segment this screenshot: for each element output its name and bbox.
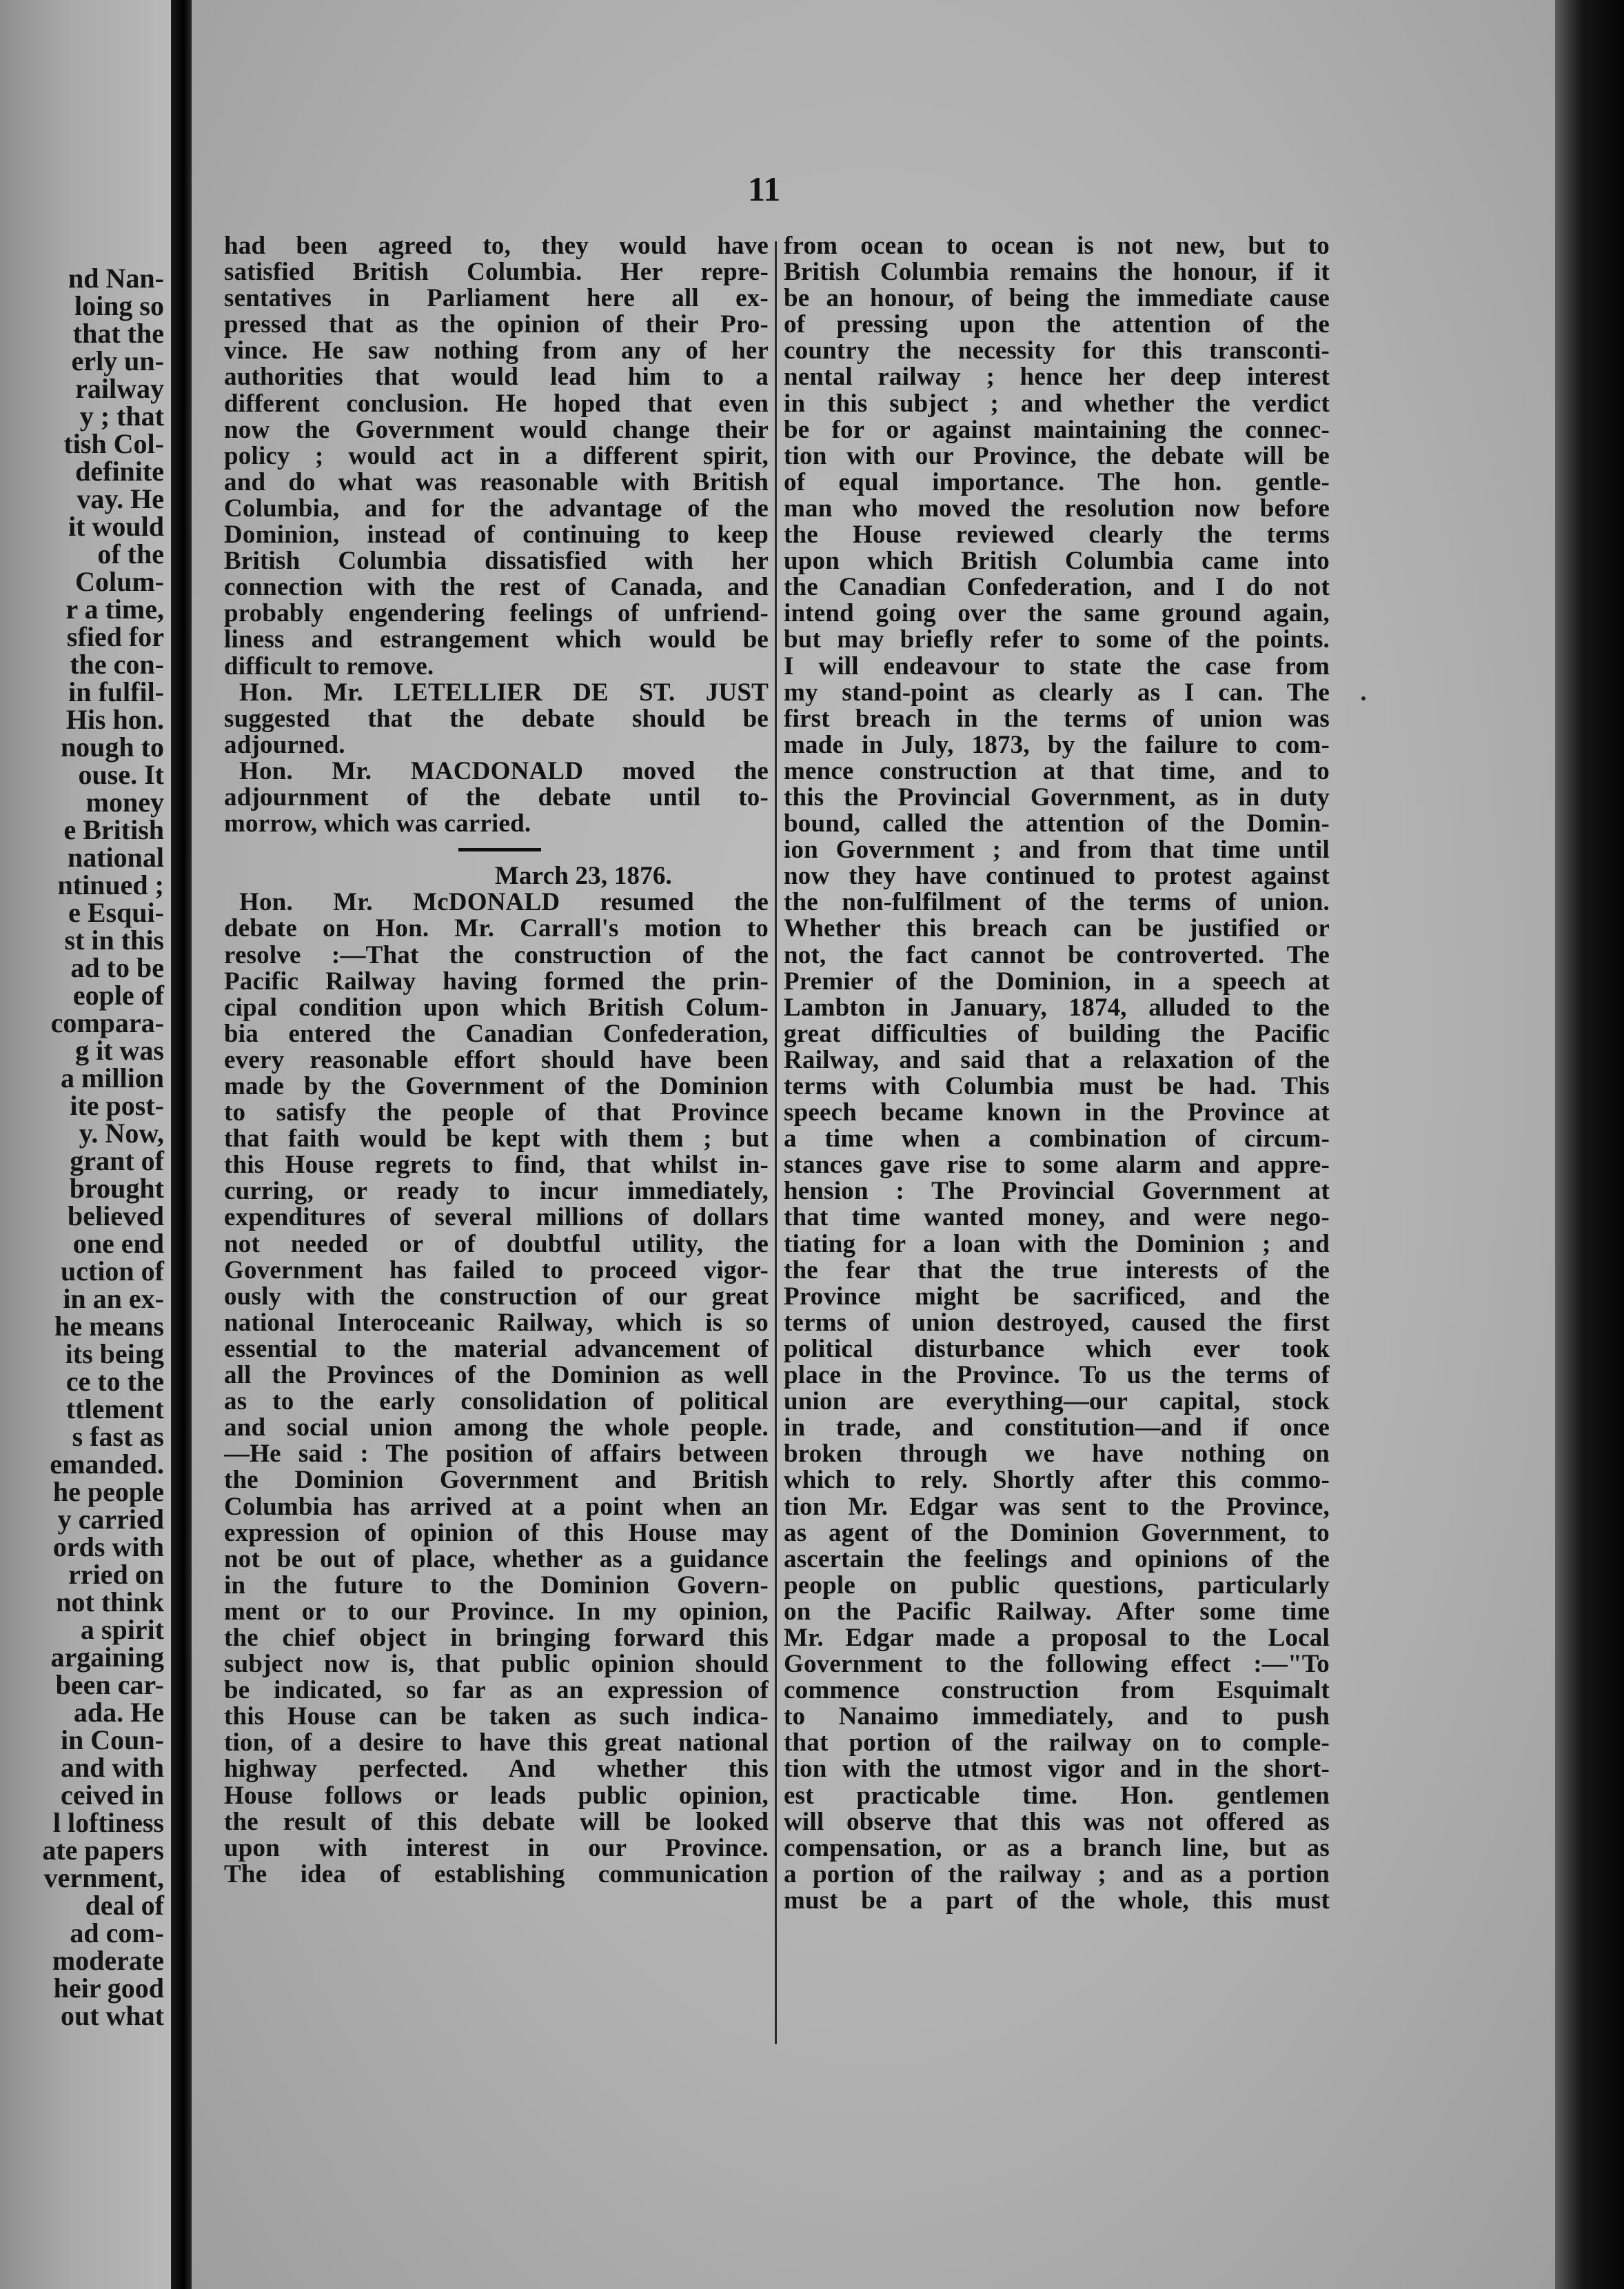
text-line: this House regrets to find, that whilst in-: [224, 1152, 769, 1179]
section-date: March 23, 1876.: [494, 863, 672, 890]
text-line: in the future to the Dominion Govern-: [224, 1572, 769, 1599]
adjacent-page-line: brought: [69, 1173, 164, 1204]
text-line: political disturbance which ever took: [784, 1335, 1330, 1363]
text-line: adjournment of the debate until to-: [224, 784, 769, 811]
text-line: be for or against maintaining the connec-: [784, 416, 1330, 443]
adjacent-page-line: s fast as: [72, 1421, 164, 1452]
text-line: suggested that the debate should be: [224, 705, 769, 732]
text-line: highway perfected. And whether this: [224, 1756, 769, 1783]
text-line: not needed or of doubtful utility, the: [224, 1231, 769, 1258]
adjacent-page-line: ad com-: [70, 1917, 164, 1948]
text-line: House follows or leads public opinion,: [224, 1782, 769, 1809]
adjacent-page-line: ouse. It: [78, 759, 164, 790]
book-gutter: [171, 0, 192, 2289]
text-line: be an honour, of being the immediate cause: [784, 285, 1330, 312]
text-line: a portion of the railway ; and as a portion: [784, 1861, 1330, 1888]
adjacent-page-line: he means: [54, 1311, 164, 1342]
text-line: now they have continued to protest against: [784, 863, 1330, 890]
adjacent-page-line: compara-: [50, 1007, 164, 1038]
section-rule: [224, 837, 769, 863]
adjacent-page-line: it would: [68, 511, 164, 542]
adjacent-page-line: ceived in: [61, 1779, 164, 1811]
text-line: The idea of establishing communication: [224, 1861, 769, 1888]
text-line: nental railway ; hence her deep interest: [784, 364, 1330, 391]
text-line: expenditures of several millions of dollars: [224, 1204, 769, 1231]
text-line: Pacific Railway having formed the prin-: [224, 968, 769, 995]
text-line: stances gave rise to some alarm and appre-: [784, 1152, 1330, 1179]
adjacent-page-line: emanded.: [50, 1449, 164, 1480]
adjacent-page-line: ttlement: [65, 1393, 164, 1424]
adjacent-page-line: uction of: [61, 1256, 164, 1287]
adjacent-page-text: [0, 265, 171, 2030]
text-line: probably engendering feelings of unfriend-: [224, 601, 769, 627]
text-line: to satisfy the people of that Province: [224, 1100, 769, 1127]
text-line: place in the Province. To us the terms of: [784, 1362, 1330, 1389]
text-line: must be a part of the whole, this must: [784, 1887, 1330, 1914]
text-line: that portion of the railway on to comple-: [784, 1730, 1330, 1757]
adjacent-page-line: argaining: [50, 1642, 164, 1673]
adjacent-page-line: y carried: [57, 1504, 164, 1535]
adjacent-page-line: the con-: [70, 649, 164, 680]
text-column-left: [224, 233, 769, 1888]
text-line: Whether this breach can be justified or: [784, 916, 1330, 942]
print-speck: [1361, 696, 1366, 700]
text-line: est practicable time. Hon. gentlemen: [784, 1782, 1330, 1809]
adjacent-page-line: y ; that: [79, 401, 164, 432]
text-line: I will endeavour to state the case from: [784, 653, 1330, 680]
adjacent-page-line: ite post-: [70, 1090, 164, 1121]
adjacent-page-line: been car-: [55, 1669, 164, 1700]
text-line: debate on Hon. Mr. Carrall's motion to: [224, 916, 769, 942]
text-line: the Dominion Government and British: [224, 1467, 769, 1494]
adjacent-page-line: out what: [60, 2000, 164, 2031]
text-line: Railway, and said that a relaxation of the: [784, 1047, 1330, 1073]
text-line: which to rely. Shortly after this commo-: [784, 1467, 1330, 1494]
text-line: the House reviewed clearly the terms: [784, 522, 1330, 549]
text-line: made by the Government of the Dominion: [224, 1073, 769, 1100]
text-line: and do what was reasonable with British: [224, 469, 769, 496]
text-line: of pressing upon the attention of the: [784, 312, 1330, 339]
adjacent-page-line: loing so: [74, 290, 164, 321]
text-line: ion Government ; and from that time until: [784, 837, 1330, 864]
text-line: to Nanaimo immediately, and to push: [784, 1704, 1330, 1731]
adjacent-page-line: ords with: [52, 1531, 164, 1562]
text-line: sentatives in Parliament here all ex-: [224, 285, 769, 312]
text-line: Government has failed to proceed vigor-: [224, 1257, 769, 1284]
adjacent-page-line: e Esqui-: [68, 897, 164, 928]
text-line: difficult to remove.: [224, 653, 434, 680]
adjacent-page-line: one end: [72, 1228, 164, 1259]
adjacent-page-line: railway: [75, 373, 164, 404]
text-line: ascertain the feelings and opinions of the: [784, 1546, 1330, 1573]
text-line: first breach in the terms of union was: [784, 705, 1330, 732]
text-line: tion, of a desire to have this great national: [224, 1730, 769, 1757]
text-line: ment or to our Province. In my opinion,: [224, 1598, 769, 1625]
text-line: tion Mr. Edgar was sent to the Province,: [784, 1493, 1330, 1520]
text-line: essential to the material advancement of: [224, 1335, 769, 1363]
text-line: now the Government would change their: [224, 416, 769, 443]
adjacent-page-line: nd Nan-: [68, 263, 164, 294]
text-line: Lambton in January, 1874, alluded to the: [784, 994, 1330, 1021]
text-line: tion with our Province, the debate will be: [784, 443, 1330, 470]
text-line: pressed that as the opinion of their Pro-: [224, 312, 769, 339]
text-line: man who moved the resolution now before: [784, 495, 1330, 523]
adjacent-page-line: ada. He: [73, 1697, 164, 1728]
adjacent-page-line: ad to be: [70, 952, 164, 983]
text-line: all the Provinces of the Dominion as well: [224, 1362, 769, 1389]
adjacent-page-line: tish Col-: [63, 428, 164, 459]
text-line: on the Pacific Railway. After some time: [784, 1598, 1330, 1625]
adjacent-page-line: erly un-: [71, 345, 164, 376]
adjacent-page-line: national: [67, 842, 164, 873]
adjacent-page-line: deal of: [85, 1890, 164, 1921]
text-line: satisfied British Columbia. Her repre-: [224, 259, 769, 286]
text-line: my stand-point as clearly as I can. The: [784, 679, 1330, 706]
adjacent-page-line: of the: [97, 538, 164, 569]
page-number: 11: [748, 170, 781, 208]
text-line: Province might be sacrificed, and the: [784, 1283, 1330, 1310]
text-line: Columbia has arrived at a point when an: [224, 1493, 769, 1520]
text-line: different conclusion. He hoped that even: [224, 390, 769, 417]
adjacent-page-line: he people: [52, 1476, 164, 1507]
adjacent-page-line: r a time,: [65, 594, 164, 625]
adjacent-page-line: not think: [56, 1586, 164, 1617]
text-line: union are everything—our capital, stock: [784, 1389, 1330, 1415]
text-line: the chief object in bringing forward this: [224, 1624, 769, 1652]
text-line: be indicated, so far as an expression of: [224, 1677, 769, 1704]
adjacent-page-line: money: [85, 787, 164, 818]
adjacent-page-line: in fulfil-: [68, 676, 164, 707]
adjacent-page-line: nough to: [60, 732, 164, 763]
text-line: intend going over the same ground again,: [784, 601, 1330, 627]
text-line: Government to the following effect :—"To: [784, 1651, 1330, 1678]
text-line: but may briefly refer to some of the points.: [784, 627, 1330, 654]
text-line: bia entered the Canadian Confederation,: [224, 1020, 769, 1047]
text-line: in this subject ; and whether the verdict: [784, 390, 1330, 417]
text-line: connection with the rest of Canada, and: [224, 574, 769, 601]
text-line: authorities that would lead him to a: [224, 364, 769, 391]
text-line: adjourned.: [224, 732, 345, 758]
adjacent-page-line: Colum-: [75, 566, 164, 597]
adjacent-page-line: ce to the: [65, 1366, 164, 1397]
text-line: and social union among the whole people.: [224, 1415, 769, 1442]
text-line: people on public questions, particularly: [784, 1572, 1330, 1599]
text-line: upon with interest in our Province.: [224, 1835, 769, 1862]
text-line: commence construction from Esquimalt: [784, 1677, 1330, 1704]
text-line: ously with the construction of our great: [224, 1283, 769, 1310]
text-line: as to the early consolidation of political: [224, 1389, 769, 1415]
adjacent-page-line: in an ex-: [63, 1283, 164, 1314]
text-line: as agent of the Dominion Government, to: [784, 1520, 1330, 1546]
text-line: mence construction at that time, and to: [784, 758, 1330, 785]
text-line: the fear that the true interests of the: [784, 1257, 1330, 1284]
text-line: country the necessity for this transconti-: [784, 338, 1330, 365]
text-line: cipal condition upon which British Colum-: [224, 994, 769, 1021]
text-line: that faith would be kept with them ; but: [224, 1126, 769, 1153]
text-line: Hon. Mr. McDONALD resumed the: [239, 889, 769, 916]
adjacent-page-line: a million: [60, 1062, 164, 1093]
text-line: not, the fact cannot be controverted. The: [784, 942, 1330, 969]
text-line: Mr. Edgar made a proposal to the Local: [784, 1624, 1330, 1652]
text-line: terms with Columbia must be had. This: [784, 1073, 1330, 1100]
text-line: Hon. Mr. LETELLIER DE ST. JUST: [239, 679, 769, 706]
text-line: great difficulties of building the Pacific: [784, 1020, 1330, 1047]
adjacent-page-line: moderate: [52, 1945, 164, 1976]
text-line: will observe that this was not offered as: [784, 1808, 1330, 1835]
text-line: hension : The Provincial Government at: [784, 1178, 1330, 1205]
text-line: terms of union destroyed, caused the first: [784, 1309, 1330, 1336]
text-line: policy ; would act in a different spirit,: [224, 443, 769, 470]
text-line: in trade, and constitution—and if once: [784, 1415, 1330, 1442]
text-line: tiating for a loan with the Dominion ; and: [784, 1231, 1330, 1258]
text-line: —He said : The position of affairs between: [224, 1441, 769, 1468]
text-line: Premier of the Dominion, in a speech at: [784, 968, 1330, 995]
adjacent-page-line: and with: [60, 1752, 164, 1783]
adjacent-page-line: a spirit: [80, 1614, 164, 1645]
text-line: every reasonable effort should have been: [224, 1047, 769, 1073]
text-line: that time wanted money, and were nego-: [784, 1204, 1330, 1231]
text-line: this the Provincial Government, as in duty: [784, 784, 1330, 811]
adjacent-page-line: believed: [68, 1200, 164, 1231]
text-line: liness and estrangement which would be: [224, 627, 769, 654]
adjacent-page-fragment: [0, 0, 171, 2289]
text-line: British Columbia remains the honour, if it: [784, 259, 1330, 286]
text-line: the result of this debate will be looked: [224, 1808, 769, 1835]
adjacent-page-line: y. Now,: [79, 1118, 164, 1149]
text-line: subject now is, that public opinion should: [224, 1651, 769, 1678]
adjacent-page-line: His hon.: [65, 704, 164, 735]
text-line: Columbia, and for the advantage of the: [224, 495, 769, 523]
adjacent-page-line: vay. He: [77, 483, 164, 514]
text-line: speech became known in the Province at: [784, 1100, 1330, 1127]
text-line: made in July, 1873, by the failure to com-: [784, 732, 1330, 758]
text-line: British Columbia dissatisfied with her: [224, 548, 769, 575]
page-edge-shadow: [1555, 0, 1624, 2289]
column-divider: [775, 241, 777, 2044]
text-line: this House can be taken as such indica-: [224, 1704, 769, 1731]
text-line: compensation, or as a branch line, but as: [784, 1835, 1330, 1862]
adjacent-page-line: e British: [63, 814, 164, 845]
text-line: morrow, which was carried.: [224, 811, 531, 838]
adjacent-page-line: sfied for: [66, 621, 164, 652]
adjacent-page-line: g it was: [75, 1035, 164, 1066]
adjacent-page-line: in Coun-: [60, 1724, 164, 1755]
adjacent-page-line: grant of: [70, 1145, 164, 1176]
text-line: of equal importance. The hon. gentle-: [784, 469, 1330, 496]
adjacent-page-line: ntinued ;: [57, 869, 164, 900]
adjacent-page-line: that the: [72, 318, 164, 349]
text-line: had been agreed to, they would have: [224, 233, 769, 260]
adjacent-page-line: its being: [65, 1338, 164, 1369]
adjacent-page-line: definite: [75, 456, 164, 487]
text-line: not be out of place, whether as a guidance: [224, 1546, 769, 1573]
adjacent-page-line: st in this: [64, 925, 164, 956]
adjacent-page-line: heir good: [53, 1973, 164, 2004]
text-line: Hon. Mr. MACDONALD moved the: [239, 758, 769, 785]
text-line: Dominion, instead of continuing to keep: [224, 522, 769, 549]
text-line: vince. He saw nothing from any of her: [224, 338, 769, 365]
text-line: tion with the utmost vigor and in the short-: [784, 1756, 1330, 1783]
text-line: broken through we have nothing on: [784, 1441, 1330, 1468]
adjacent-page-line: ate papers: [42, 1835, 164, 1866]
text-line: curring, or ready to incur immediately,: [224, 1178, 769, 1205]
adjacent-page-line: vernment,: [43, 1862, 164, 1893]
adjacent-page-line: eople of: [72, 980, 164, 1011]
text-line: a time when a combination of circum-: [784, 1126, 1330, 1153]
text-line: the Canadian Confederation, and I do not: [784, 574, 1330, 601]
adjacent-page-line: rried on: [68, 1559, 164, 1590]
text-line: upon which British Columbia came into: [784, 548, 1330, 575]
adjacent-page-line: l loftiness: [52, 1807, 164, 1838]
text-line: national Interoceanic Railway, which is so: [224, 1309, 769, 1336]
text-line: the non-fulfilment of the terms of union.: [784, 889, 1330, 916]
text-line: expression of opinion of this House may: [224, 1520, 769, 1546]
text-line: bound, called the attention of the Domin-: [784, 811, 1330, 838]
text-line: from ocean to ocean is not new, but to: [784, 233, 1330, 260]
text-line: resolve :—That the construction of the: [224, 942, 769, 969]
text-column-right: [784, 233, 1330, 1914]
